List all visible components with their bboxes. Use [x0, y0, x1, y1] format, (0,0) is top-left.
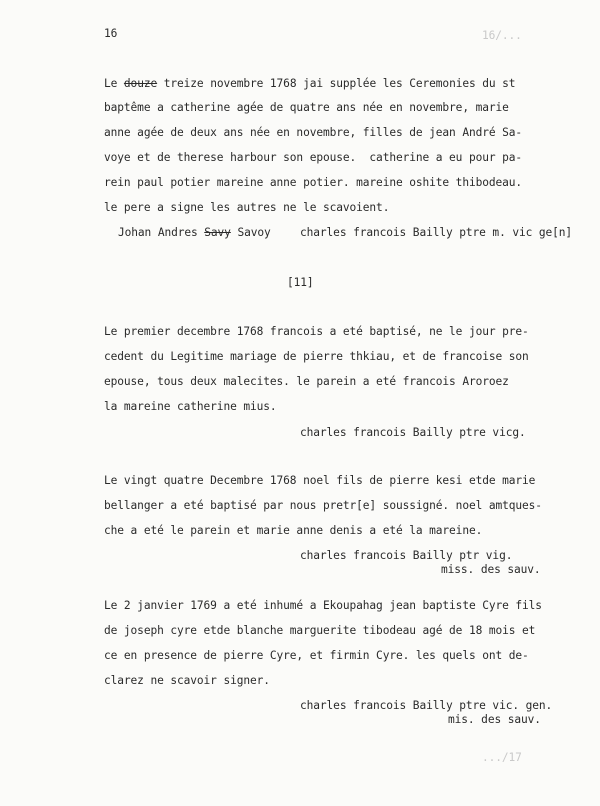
entry-4-signature-line-1: charles francois Bailly ptre vic. gen. — [300, 699, 553, 712]
entry-1-line-3: anne agée de deux ans née en novembre, filles de jean André Sa- — [104, 126, 523, 139]
entry-1-line-4: voye et de therese harbour son epouse. catherine a eu pour pa- — [104, 151, 523, 164]
entry-1-line-5: rein paul potier mareine anne potier. mareine oshite thibodeau. — [104, 176, 523, 189]
entry-3-line-3: che a eté le parein et marie anne denis a eté la mareine. — [104, 524, 483, 537]
corner-annotation-bottom: .../17 — [482, 751, 522, 764]
entry-4-line-3: ce en presence de pierre Cyre, et firmin Cyre. les quels ont de- — [104, 649, 529, 662]
entry-2-line-2: cedent du Legitime mariage de pierre thkiau, et de francoise son — [104, 350, 529, 363]
entry-3-line-1: Le vingt quatre Decembre 1768 noel fils de pierre kesi etde marie — [104, 474, 536, 487]
corner-annotation-top: 16/... — [482, 29, 522, 42]
entry-2-signature: charles francois Bailly ptre vicg. — [300, 426, 526, 439]
entry-4-line-1: Le 2 janvier 1769 a eté inhumé a Ekoupahag jean baptiste Cyre fils — [104, 599, 542, 612]
entry-1-line-1: Le douze treize novembre 1768 jai supplée les Ceremonies du st — [104, 77, 516, 90]
entry-1-signature-left: Johan Andres Savy Savoy — [118, 226, 271, 239]
entry-2-line-3: epouse, tous deux malecites. le parein a eté francois Aroroez — [104, 375, 509, 388]
entry-4-signature-line-2: mis. des sauv. — [448, 713, 541, 726]
entry-3-signature-line-2: miss. des sauv. — [441, 563, 541, 576]
entry-3-signature-line-1: charles francois Bailly ptr vig. — [300, 549, 513, 562]
struck-word: Savy — [204, 226, 231, 239]
entry-1-line-2: baptême a catherine agée de quatre ans née en novembre, marie — [104, 101, 509, 114]
section-marker: [11] — [287, 276, 314, 289]
struck-word: douze — [123, 77, 158, 90]
entry-1-signature-right: charles francois Bailly ptre m. vic ge[n] — [300, 226, 573, 239]
entry-4-line-2: de joseph cyre etde blanche marguerite tibodeau agé de 18 mois et — [104, 624, 536, 637]
page-number: 16 — [104, 27, 118, 40]
entry-3-line-2: bellanger a eté baptisé par nous pretr[e] soussigné. noel amtques- — [104, 499, 542, 512]
entry-2-line-4: la mareine catherine mius. — [104, 400, 277, 413]
entry-4-line-4: clarez ne scavoir signer. — [104, 674, 270, 687]
entry-2-line-1: Le premier decembre 1768 francois a eté baptisé, ne le jour pre- — [104, 325, 529, 338]
entry-1-line-6: le pere a signe les autres ne le scavoient. — [104, 201, 390, 214]
